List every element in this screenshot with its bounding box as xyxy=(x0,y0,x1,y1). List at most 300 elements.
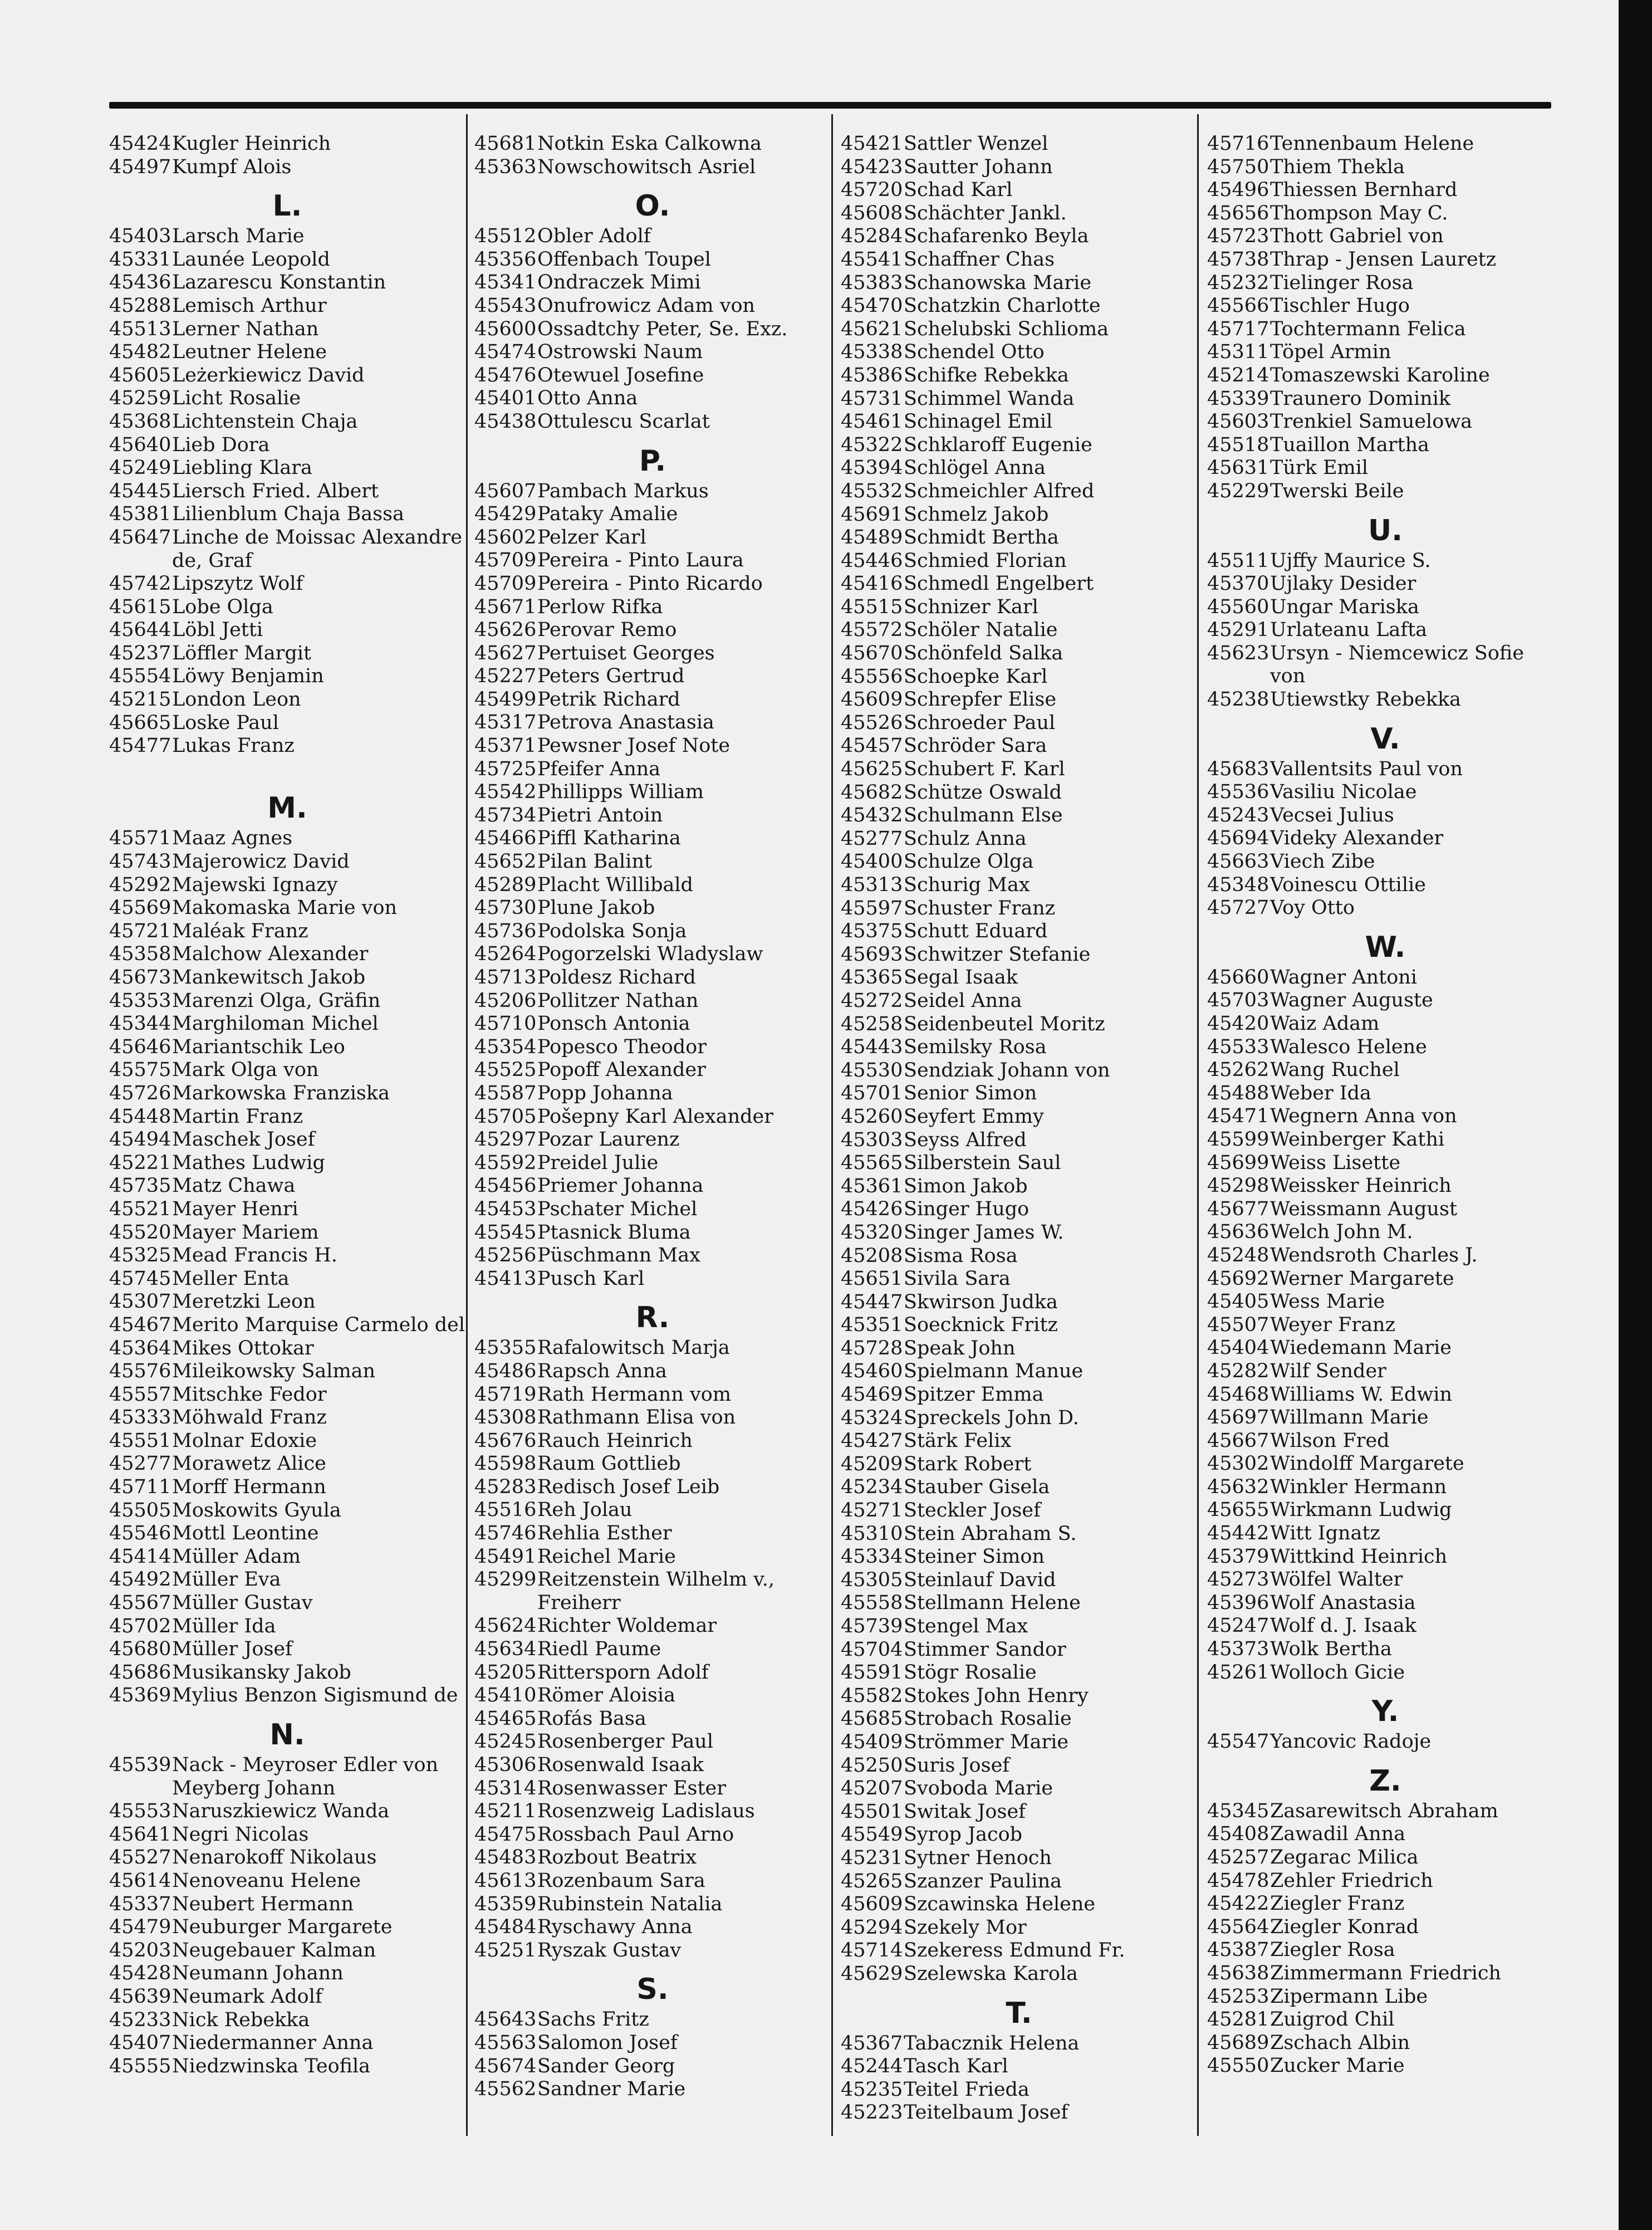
entry-name: Mathes Ludwig xyxy=(172,1151,325,1174)
directory-entry xyxy=(1207,1986,1563,2009)
entry-name: Müller Josef xyxy=(172,1638,293,1661)
entry-number: 45685 xyxy=(841,1708,903,1730)
directory-entry xyxy=(474,1684,831,1708)
entry-name: Tasch Karl xyxy=(904,2055,1008,2078)
entry-number: 45365 xyxy=(841,966,903,989)
entry-number: 45632 xyxy=(1207,1475,1269,1498)
directory-entry xyxy=(841,1847,1197,1870)
entry-name: Stimmer Sandor xyxy=(904,1638,1066,1661)
directory-entry xyxy=(109,1870,465,1893)
directory-entry xyxy=(841,179,1197,202)
directory-entry xyxy=(1207,388,1563,411)
entry-number: 45265 xyxy=(841,1870,903,1892)
directory-entry xyxy=(841,758,1197,781)
entry-name: Mark Olga von xyxy=(172,1059,319,1082)
entry-number: 45723 xyxy=(1207,225,1269,248)
entry-number: 45250 xyxy=(841,1754,903,1777)
entry-name: Schmelz Jakob xyxy=(904,503,1049,526)
directory-entry xyxy=(474,2032,831,2055)
entry-number: 45253 xyxy=(1207,1985,1269,2008)
directory-entry xyxy=(1207,1661,1563,1685)
directory-entry xyxy=(474,1870,831,1893)
entry-name: Schifke Rebekka xyxy=(904,364,1069,387)
entry-name: Stengel Max xyxy=(904,1615,1028,1637)
directory-entry xyxy=(474,1522,831,1546)
directory-entry xyxy=(109,1592,465,1615)
entry-name: Wilf Sender xyxy=(1270,1359,1386,1382)
entry-number: 45331 xyxy=(109,248,171,271)
entry-name: Schröder Sara xyxy=(904,735,1047,757)
directory-entry xyxy=(1207,1268,1563,1291)
directory-entry xyxy=(109,457,465,480)
entry-number: 45251 xyxy=(474,1939,537,1962)
directory-entry xyxy=(1207,874,1563,897)
directory-entry xyxy=(474,1916,831,1939)
directory-entry xyxy=(474,1082,831,1106)
directory-entry xyxy=(841,1013,1197,1036)
directory-entry xyxy=(109,665,465,688)
entry-name: Offenbach Toupel xyxy=(537,248,711,271)
directory-entry xyxy=(474,1499,831,1522)
entry-number: 45482 xyxy=(109,341,171,364)
entry-number: 45400 xyxy=(841,850,903,873)
entry-name: Ryszak Gustav xyxy=(537,1939,682,1962)
directory-entry xyxy=(841,735,1197,758)
entry-name: Winkler Hermann xyxy=(1270,1475,1447,1498)
directory-entry xyxy=(474,1638,831,1661)
entry-name: Soecknick Fritz xyxy=(904,1314,1058,1337)
directory-entry xyxy=(841,248,1197,272)
directory-entry xyxy=(1207,156,1563,179)
entry-number: 45644 xyxy=(109,619,171,642)
entry-name: Zehler Friedrich xyxy=(1270,1869,1433,1892)
entry-name: Pelzer Karl xyxy=(537,526,646,549)
directory-entry xyxy=(841,642,1197,666)
entry-number: 45551 xyxy=(109,1429,171,1452)
entry-name: Schroeder Paul xyxy=(904,711,1056,734)
directory-entry xyxy=(841,295,1197,318)
entry-number: 45660 xyxy=(1207,966,1269,989)
directory-entry xyxy=(841,272,1197,295)
directory-entry xyxy=(474,943,831,966)
entry-number: 45467 xyxy=(109,1313,171,1336)
entry-name: Pataky Amalie xyxy=(537,503,678,526)
directory-entry xyxy=(474,642,831,666)
entry-number: 45674 xyxy=(474,2055,537,2077)
entry-name: Kumpf Alois xyxy=(172,155,292,178)
entry-number: 45229 xyxy=(1207,480,1269,502)
directory-entry xyxy=(841,874,1197,897)
directory-entry xyxy=(109,318,465,341)
entry-number: 45665 xyxy=(109,711,171,734)
entry-number: 45474 xyxy=(474,341,537,364)
entry-number: 45447 xyxy=(841,1290,903,1313)
entry-number: 45714 xyxy=(841,1939,903,1962)
entry-name: Schimmel Wanda xyxy=(904,387,1075,410)
directory-entry xyxy=(841,341,1197,364)
entry-name: Matz Chawa xyxy=(172,1175,296,1197)
entry-number: 45479 xyxy=(109,1916,171,1939)
entry-number: 45680 xyxy=(109,1638,171,1661)
entry-number: 45572 xyxy=(841,619,903,642)
entry-number: 45348 xyxy=(1207,873,1269,896)
directory-entry xyxy=(841,1685,1197,1708)
entry-name: Zschach Albin xyxy=(1270,2031,1410,2054)
directory-entry xyxy=(109,1059,465,1082)
directory-entry xyxy=(474,897,831,920)
directory-entry xyxy=(474,781,831,804)
entry-number: 45281 xyxy=(1207,2008,1269,2031)
entry-name: Sautter Johann xyxy=(904,155,1053,178)
entry-name: Schulmann Else xyxy=(904,804,1063,827)
entry-number: 45356 xyxy=(474,248,537,271)
directory-entry xyxy=(1207,364,1563,388)
entry-name: Ziegler Franz xyxy=(1270,1892,1405,1915)
entry-number: 45291 xyxy=(1207,619,1269,642)
directory-entry xyxy=(1207,1939,1563,1962)
entry-name: Weyer Franz xyxy=(1270,1313,1396,1336)
entry-number: 45624 xyxy=(474,1615,537,1637)
directory-entry xyxy=(474,573,831,596)
directory-entry xyxy=(1207,804,1563,828)
directory-entry xyxy=(841,1152,1197,1175)
entry-name: Syrop Jacob xyxy=(904,1823,1023,1846)
directory-entry xyxy=(474,1568,831,1615)
entry-number: 45209 xyxy=(841,1453,903,1475)
entry-name: Türk Emil xyxy=(1270,457,1369,480)
entry-number: 45721 xyxy=(109,920,171,942)
directory-entry xyxy=(1207,989,1563,1013)
entry-number: 45663 xyxy=(1207,850,1269,873)
entry-number: 45288 xyxy=(109,294,171,317)
entry-number: 45221 xyxy=(109,1151,171,1174)
directory-column-4 xyxy=(1207,133,1563,2138)
directory-entry xyxy=(841,410,1197,434)
directory-entry xyxy=(109,364,465,388)
directory-entry xyxy=(841,1059,1197,1083)
entry-name: Schlögel Anna xyxy=(904,457,1046,480)
entry-number: 45545 xyxy=(474,1221,537,1244)
entry-number: 45567 xyxy=(109,1592,171,1615)
directory-entry xyxy=(474,1383,831,1407)
entry-name: Schklaroff Eugenie xyxy=(904,433,1092,456)
directory-entry xyxy=(841,550,1197,573)
entry-name: Schutt Eduard xyxy=(904,920,1048,943)
directory-entry xyxy=(841,434,1197,457)
entry-name: Welch John M. xyxy=(1270,1221,1413,1244)
entry-name: Zasarewitsch Abraham xyxy=(1270,1799,1498,1822)
entry-number: 45334 xyxy=(841,1546,903,1568)
entry-number: 45369 xyxy=(109,1684,171,1707)
directory-entry xyxy=(474,1546,831,1569)
directory-entry xyxy=(474,156,831,179)
entry-name: Neubert Hermann xyxy=(172,1892,354,1915)
entry-name: Wirkmann Ludwig xyxy=(1270,1499,1452,1522)
entry-number: 45736 xyxy=(474,920,537,942)
entry-number: 45513 xyxy=(109,317,171,340)
entry-number: 45426 xyxy=(841,1198,903,1221)
entry-number: 45368 xyxy=(109,410,171,433)
entry-number: 45549 xyxy=(841,1823,903,1846)
entry-number: 45598 xyxy=(474,1453,537,1475)
entry-number: 45557 xyxy=(109,1383,171,1406)
entry-name: Schoepke Karl xyxy=(904,665,1048,688)
entry-number: 45272 xyxy=(841,989,903,1012)
entry-name: Voy Otto xyxy=(1270,897,1355,920)
entry-number: 45671 xyxy=(474,595,537,618)
entry-number: 45725 xyxy=(474,757,537,780)
entry-name: Thrap - Jensen Lauretz xyxy=(1270,248,1497,271)
entry-name: Müller Ida xyxy=(172,1615,276,1637)
directory-entry xyxy=(841,1801,1197,1824)
entry-name: Mitschke Fedor xyxy=(172,1383,327,1406)
entry-number: 45421 xyxy=(841,133,903,155)
entry-number: 45207 xyxy=(841,1777,903,1800)
entry-number: 45609 xyxy=(841,688,903,711)
directory-entry xyxy=(109,1268,465,1291)
entry-number: 45322 xyxy=(841,433,903,456)
entry-number: 45383 xyxy=(841,271,903,294)
entry-name: Negri Nicolas xyxy=(172,1823,309,1846)
entry-name: Püschmann Max xyxy=(537,1244,700,1267)
entry-name: Maaz Agnes xyxy=(172,827,293,850)
entry-name: Szanzer Paulina xyxy=(904,1870,1062,1892)
entry-name: Wagner Auguste xyxy=(1270,989,1433,1012)
directory-entry xyxy=(841,2079,1197,2102)
entry-name: Rozbout Beatrix xyxy=(537,1846,697,1869)
directory-entry xyxy=(841,1036,1197,1059)
entry-name: Salomon Josef xyxy=(537,2031,678,2054)
directory-entry xyxy=(109,2009,465,2032)
entry-number: 45248 xyxy=(1207,1244,1269,1266)
entry-name: Tomaszewski Karoline xyxy=(1270,364,1490,387)
entry-number: 45582 xyxy=(841,1684,903,1707)
directory-entry xyxy=(474,1406,831,1430)
entry-number: 45501 xyxy=(841,1800,903,1823)
entry-name: Neumark Adolf xyxy=(172,1985,322,2008)
entry-name: Schmied Florian xyxy=(904,549,1067,572)
directory-entry xyxy=(1207,318,1563,341)
entry-number: 45670 xyxy=(841,642,903,665)
entry-number: 45258 xyxy=(841,1013,903,1035)
directory-entry xyxy=(841,480,1197,503)
entry-number: 45699 xyxy=(1207,1151,1269,1174)
directory-entry xyxy=(841,1870,1197,1894)
entry-number: 45713 xyxy=(474,966,537,989)
entry-name: Sivila Sara xyxy=(904,1268,1011,1290)
entry-name: Niedermanner Anna xyxy=(172,2032,374,2055)
directory-entry xyxy=(109,434,465,457)
entry-number: 45379 xyxy=(1207,1545,1269,1568)
entry-number: 45405 xyxy=(1207,1290,1269,1313)
entry-number: 45627 xyxy=(474,642,537,664)
entry-name: Lerner Nathan xyxy=(172,317,319,340)
directory-entry xyxy=(109,712,465,735)
directory-entry xyxy=(1207,1568,1563,1592)
entry-number: 45294 xyxy=(841,1916,903,1939)
entry-number: 45211 xyxy=(474,1800,537,1823)
entry-number: 45256 xyxy=(474,1244,537,1267)
entry-name: Petrova Anastasia xyxy=(537,711,714,734)
directory-entry xyxy=(474,1268,831,1291)
directory-entry xyxy=(109,642,465,666)
entry-number: 45260 xyxy=(841,1105,903,1128)
directory-entry xyxy=(1207,295,1563,318)
entry-number: 45339 xyxy=(1207,387,1269,410)
entry-name: Schmedl Engelbert xyxy=(904,573,1094,595)
directory-entry xyxy=(1207,341,1563,364)
directory-entry xyxy=(841,1523,1197,1546)
directory-entry xyxy=(1207,2032,1563,2055)
entry-number: 45443 xyxy=(841,1036,903,1059)
entry-number: 45631 xyxy=(1207,457,1269,480)
directory-entry xyxy=(841,1360,1197,1383)
directory-entry xyxy=(109,1661,465,1685)
page-edge xyxy=(1619,0,1652,2230)
entry-number: 45407 xyxy=(109,2032,171,2055)
entry-name: Niedzwinska Teofila xyxy=(172,2055,371,2077)
entry-name: Wagner Antoni xyxy=(1270,966,1418,989)
directory-entry xyxy=(841,1476,1197,1499)
directory-entry xyxy=(841,804,1197,828)
entry-number: 45351 xyxy=(841,1314,903,1337)
directory-entry xyxy=(1207,1476,1563,1499)
directory-entry xyxy=(474,1754,831,1777)
entry-name: Raum Gottlieb xyxy=(537,1453,681,1475)
entry-number: 45746 xyxy=(474,1522,537,1545)
entry-name: Tischler Hugo xyxy=(1270,295,1410,317)
entry-number: 45636 xyxy=(1207,1221,1269,1244)
directory-entry xyxy=(474,2055,831,2079)
entry-name: Rosenzweig Ladislaus xyxy=(537,1800,755,1823)
entry-number: 45639 xyxy=(109,1985,171,2008)
directory-entry xyxy=(109,1290,465,1314)
directory-entry xyxy=(841,2032,1197,2056)
entry-name: Wegnern Anna von xyxy=(1270,1105,1457,1128)
column-divider xyxy=(1197,114,1199,2136)
entry-name: Simon Jakob xyxy=(904,1175,1028,1197)
directory-entry xyxy=(841,573,1197,596)
directory-entry xyxy=(474,966,831,990)
entry-number: 45726 xyxy=(109,1082,171,1104)
entry-name: Skwirson Judka xyxy=(904,1290,1058,1313)
entry-number: 45363 xyxy=(474,155,537,178)
directory-entry xyxy=(474,1106,831,1129)
directory-entry xyxy=(841,1430,1197,1453)
directory-entry xyxy=(474,596,831,619)
entry-number: 45558 xyxy=(841,1592,903,1615)
entry-name: Thott Gabriel von xyxy=(1270,225,1444,248)
entry-name: Schulz Anna xyxy=(904,827,1027,850)
directory-entry xyxy=(109,1383,465,1407)
directory-entry xyxy=(474,874,831,897)
entry-name: Schulze Olga xyxy=(904,850,1034,873)
directory-entry xyxy=(109,1036,465,1059)
entry-name: Steiner Simon xyxy=(904,1546,1045,1568)
entry-number: 45381 xyxy=(109,503,171,526)
entry-number: 45656 xyxy=(1207,202,1269,224)
entry-name: Loske Paul xyxy=(172,711,279,734)
directory-entry xyxy=(109,1986,465,2009)
directory-entry xyxy=(109,248,465,272)
directory-entry xyxy=(109,1846,465,1870)
entry-number: 45299 xyxy=(474,1568,537,1591)
entry-number: 45297 xyxy=(474,1128,537,1151)
directory-entry xyxy=(109,688,465,712)
directory-entry xyxy=(1207,1522,1563,1546)
entry-number: 45605 xyxy=(109,364,171,387)
entry-name: Onufrowicz Adam von xyxy=(537,294,756,317)
entry-name: Singer Hugo xyxy=(904,1198,1030,1221)
directory-entry xyxy=(841,1893,1197,1916)
entry-number: 45602 xyxy=(474,526,537,549)
directory-entry xyxy=(474,1036,831,1059)
entry-name: Müller Gustav xyxy=(172,1592,313,1615)
entry-name: Stellmann Helene xyxy=(904,1592,1081,1615)
entry-name: Utiewstky Rebekka xyxy=(1270,688,1462,711)
directory-entry xyxy=(474,758,831,781)
directory-entry xyxy=(474,341,831,364)
entry-name: Liebling Klara xyxy=(172,457,312,480)
entry-name: Poldesz Richard xyxy=(537,966,696,989)
entry-name: Wolf d. J. Isaak xyxy=(1270,1615,1416,1637)
entry-name: Schinagel Emil xyxy=(904,410,1053,433)
entry-number: 45282 xyxy=(1207,1359,1269,1382)
entry-name: Rittersporn Adolf xyxy=(537,1661,709,1684)
entry-number: 45324 xyxy=(841,1406,903,1429)
entry-name: Schaffner Chas xyxy=(904,248,1055,271)
entry-name: Nack - Meyroser Edler von Meyberg Johann xyxy=(172,1754,439,1799)
directory-entry xyxy=(474,1893,831,1916)
entry-number: 45475 xyxy=(474,1823,537,1846)
entry-number: 45521 xyxy=(109,1197,171,1220)
directory-entry xyxy=(841,1268,1197,1291)
entry-name: Mariantschik Leo xyxy=(172,1035,345,1058)
entry-name: Mikes Ottokar xyxy=(172,1337,314,1359)
directory-entry xyxy=(474,1152,831,1175)
entry-number: 45403 xyxy=(109,225,171,248)
entry-number: 45571 xyxy=(109,827,171,850)
entry-number: 45739 xyxy=(841,1615,903,1637)
directory-entry xyxy=(1207,758,1563,781)
directory-entry xyxy=(474,2008,831,2032)
entry-name: Wang Ruchel xyxy=(1270,1059,1400,1082)
directory-entry xyxy=(474,735,831,758)
entry-number: 45643 xyxy=(474,2008,537,2031)
entry-number: 45205 xyxy=(474,1661,537,1684)
entry-name: Ujffy Maurice S. xyxy=(1270,549,1431,572)
entry-name: Weiss Lisette xyxy=(1270,1151,1401,1174)
entry-name: Maschek Josef xyxy=(172,1128,315,1151)
directory-entry xyxy=(474,920,831,943)
entry-name: Willmann Marie xyxy=(1270,1406,1429,1429)
entry-number: 45655 xyxy=(1207,1499,1269,1522)
directory-entry xyxy=(109,827,465,850)
entry-number: 45621 xyxy=(841,317,903,340)
directory-entry xyxy=(1207,1916,1563,1939)
directory-entry xyxy=(474,1846,831,1870)
entry-number: 45422 xyxy=(1207,1892,1269,1915)
entry-name: Segal Isaak xyxy=(904,966,1018,989)
directory-entry xyxy=(1207,688,1563,712)
entry-name: Maléak Franz xyxy=(172,920,308,942)
entry-name: Schrepfer Elise xyxy=(904,688,1057,711)
entry-number: 45273 xyxy=(1207,1568,1269,1591)
entry-number: 45404 xyxy=(1207,1337,1269,1359)
section-letter-heading: O. xyxy=(635,189,670,223)
entry-number: 45608 xyxy=(841,202,903,224)
entry-number: 45565 xyxy=(841,1152,903,1175)
